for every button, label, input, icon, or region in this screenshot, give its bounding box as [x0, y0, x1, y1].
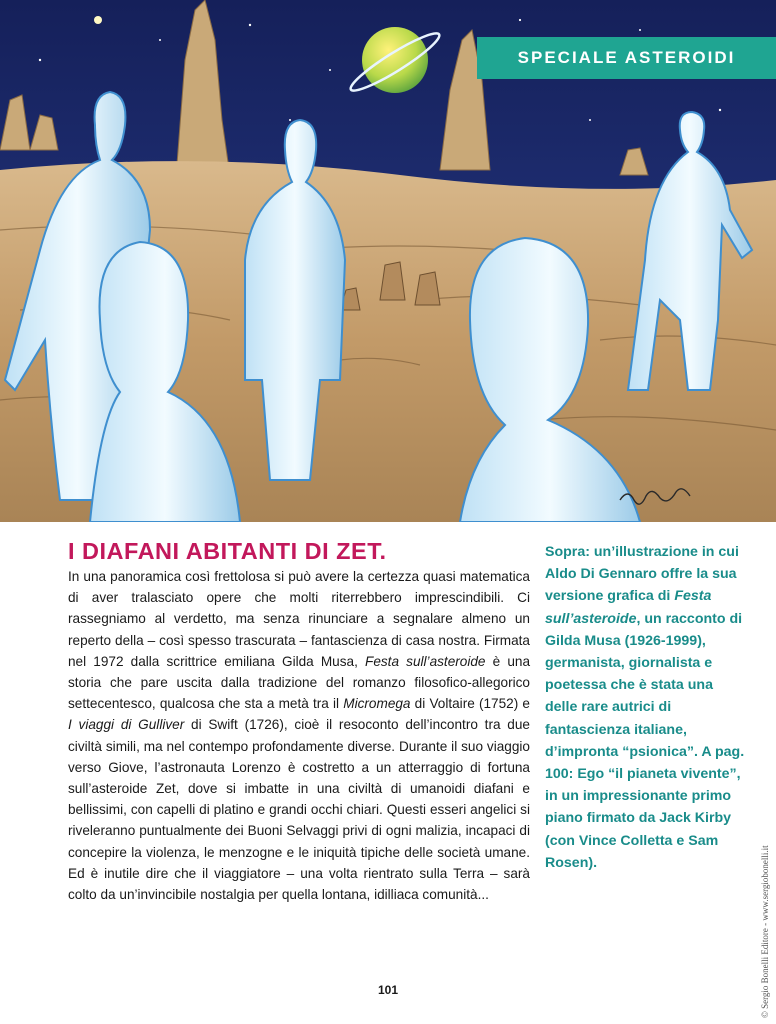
book-title: Micromega	[343, 696, 411, 712]
article-body	[68, 566, 530, 905]
copyright-notice: © Sergio Bonelli Editore - www.sergiobonelli.it	[760, 845, 770, 1018]
body-text-part: In una panoramica così frettolosa si può avere la certezza quasi matematica di aver tralasciato opere che molti riterrebbero imprescindibili. Ci rassegniamo al verdetto, ma senza rinunciare a segnalare almeno un reperto della – così spesso trascurata – fantascienza di casa nostra. Firmata nel 1972 dalla scrittrice emiliana Gilda Musa,	[68, 569, 530, 669]
caption-text-part: Sopra: un’illustrazione in cui Aldo Di Gennaro offre la sua versione grafica di	[545, 544, 739, 605]
book-title: Festa sull’asteroide	[365, 653, 486, 669]
book-title: I viaggi di Gulliver	[68, 717, 185, 733]
image-caption	[545, 541, 745, 874]
article-title: I DIAFANI ABITANTI DI ZET.	[68, 538, 387, 564]
page-number: 101	[377, 983, 399, 997]
article-column	[68, 536, 530, 905]
caption-text-part: , un racconto di Gilda Musa (1926-1999), germanista, giornalista e poetessa che è stata una delle rare autrici di fantascienza italiane, d’impronta “psionica”. A pag. 100: Ego “il pianeta vivente”, in un impressionante primo piano firmato da Jack Kirby (con Vince Colletta e Sam Rosen).	[545, 610, 745, 871]
body-text-part: di Voltaire (1752) e	[410, 696, 530, 712]
caption-book-title: Festa sull’asteroide	[545, 588, 712, 627]
section-tag: SPECIALE ASTEROIDI	[477, 37, 776, 79]
body-text-part: di Swift (1726), cioè il resoconto dell’incontro tra due civiltà simili, ma nel contempo profondamente diverse. Durante il suo viaggio verso Giove, l’astronauta Lorenzo è costretto a un atterraggio di fortuna sull’asteroide Zet, dove si imbatte in una civiltà di umanoidi diafani e bellissimi, con capelli di platino e grandi occhi chiari. Questi esseri angelici si riveleranno puntualmente dei Buoni Selvaggi privi di ogni malizia, incapaci di concepire la violenza, le menzogne e le iniquità tipiche delle società umane. Ed è inutile dire che il viaggiatore – una volta rientrato sulla Terra – sarà colto da un’invincibile nostalgia per quella lontana, idilliaca comunità...	[68, 717, 530, 903]
body-text-part: è una storia che pare uscita dalla tradizione del romanzo filosofico-allegorico settecentesco, qualcosa che sta a metà tra il	[68, 653, 531, 712]
